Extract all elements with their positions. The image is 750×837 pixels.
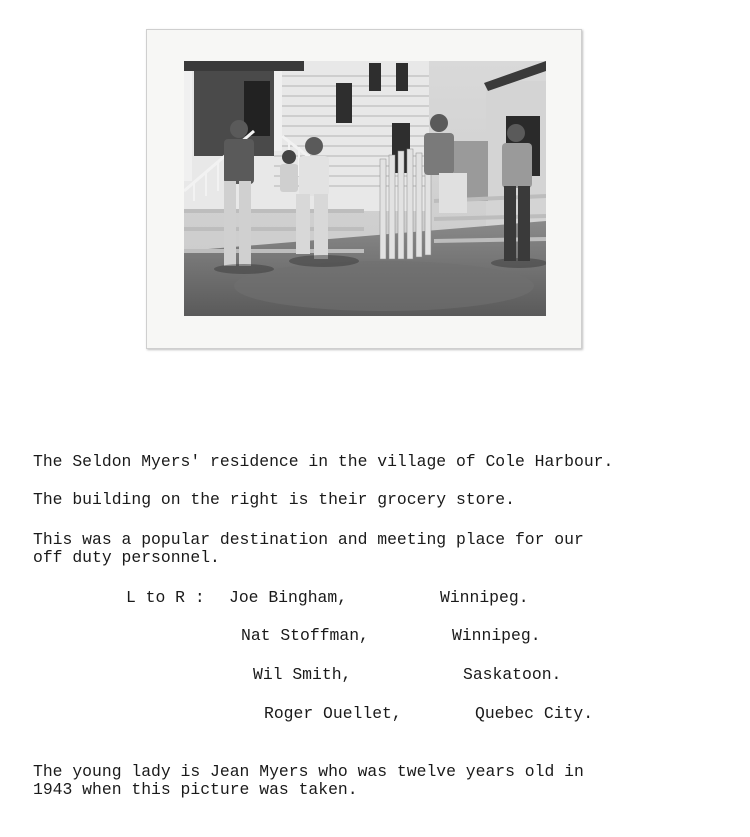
footer-line-2: 1943 when this picture was taken. — [33, 780, 358, 799]
person-name: Nat Stoffman, — [241, 626, 369, 645]
caption-line-2: The building on the right is their grocery store. — [33, 490, 515, 509]
person-city: Winnipeg. — [440, 588, 529, 607]
house-photo — [184, 61, 546, 316]
person-name: Joe Bingham, — [229, 588, 348, 607]
person-name: Roger Ouellet, — [264, 704, 402, 723]
person-city: Quebec City. — [475, 704, 594, 723]
footer-line-1: The young lady is Jean Myers who was twelve years old in — [33, 762, 584, 781]
caption-line-3a: This was a popular destination and meeting place for our — [33, 530, 584, 549]
photo-print — [146, 29, 582, 349]
caption-line-3b: off duty personnel. — [33, 548, 220, 567]
person-city: Winnipeg. — [452, 626, 541, 645]
caption-line-1: The Seldon Myers' residence in the village of Cole Harbour. — [33, 452, 614, 471]
people-prefix: L to R : — [126, 588, 215, 607]
person-name: Wil Smith, — [253, 665, 352, 684]
person-city: Saskatoon. — [463, 665, 562, 684]
